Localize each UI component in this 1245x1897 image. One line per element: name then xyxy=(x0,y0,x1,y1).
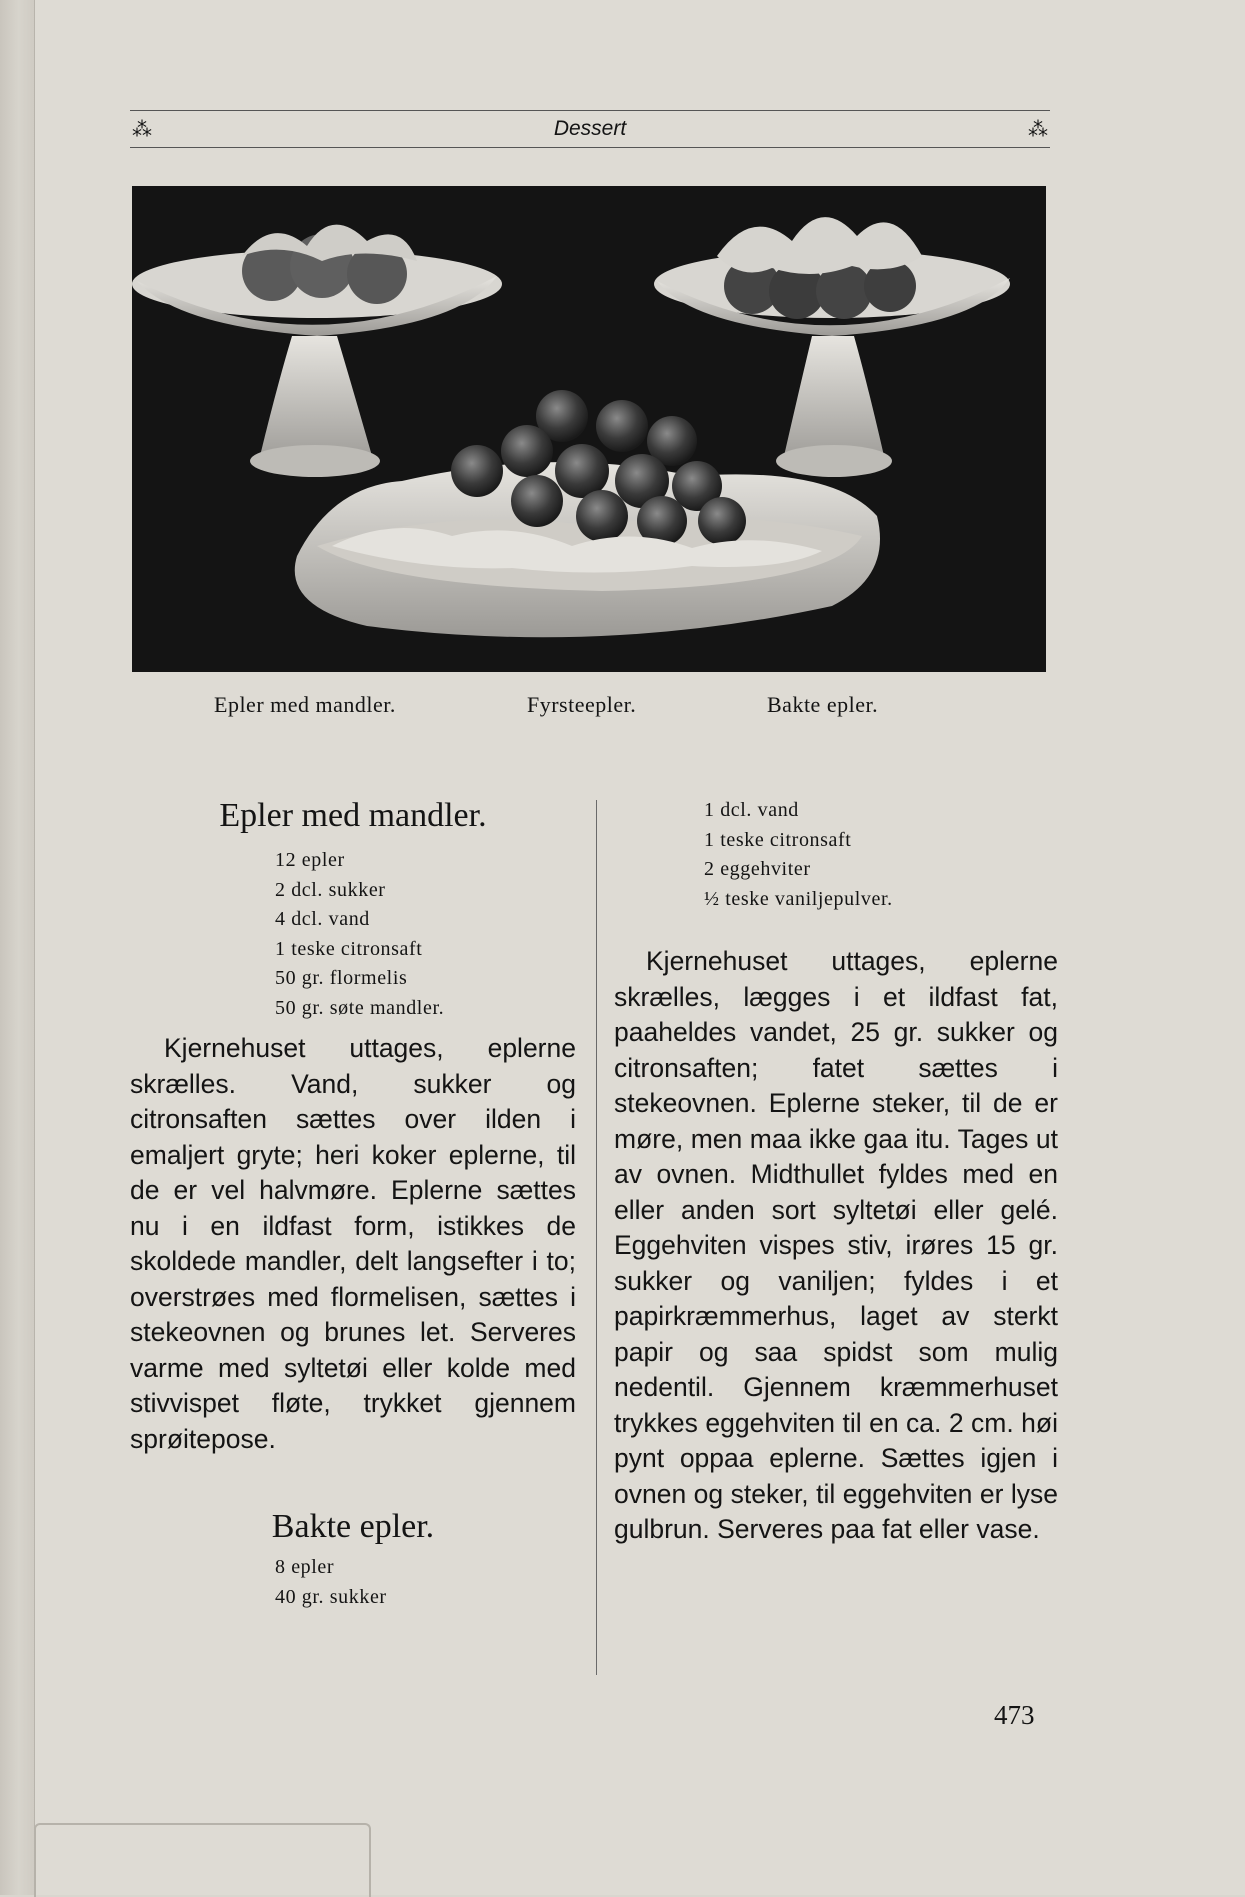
ingredient-item: ½ teske vaniljepulver. xyxy=(704,887,893,910)
recipe-2-ingredients-right xyxy=(704,796,1058,914)
ingredient-item: 8 epler xyxy=(275,1556,335,1578)
ingredient-item: 12 epler xyxy=(275,849,345,871)
page-tab xyxy=(34,1823,371,1897)
running-head-title: Dessert xyxy=(553,117,627,140)
ornament-right: ⁂ xyxy=(1027,118,1048,141)
left-column xyxy=(130,796,576,1612)
ingredient-item: 40 gr. sukker xyxy=(275,1585,387,1608)
ingredient-item: 1 teske citronsaft xyxy=(704,828,852,851)
ornament-left: ⁂ xyxy=(132,118,152,141)
recipe-1-ingredients xyxy=(275,846,576,1023)
ingredient-item: 2 eggehviter xyxy=(704,858,811,880)
caption-bakte-epler: Bakte epler. xyxy=(767,692,879,717)
ingredient-item: 1 teske citronsaft xyxy=(275,937,423,960)
ingredient-item: 50 gr. søte mandler. xyxy=(275,996,445,1019)
recipe-2-method: Kjernehuset uttages, eplerne skrælles, lægges i et ildfast fat, paaheldes vandet, 25 gr. sukker og citronsaften; fatet sættes i stekeovnen. Eplerne steker, til de er møre, men maa ikke gaa itu. Tages ut av ovnen. Midthullet fyldes med en eller anden sort syltetøi eller gelé. Eggehviten vispes stiv, irøres 15 gr. sukker og vaniljen; fyldes i et papirkræmmerhus, laget av sterkt papir og saa spidst som mulig nedentil. Gjennem kræmmerhuset trykkes eggehviten til en ca. 2 cm. høi pynt oppaa eplerne. Sættes igjen i ovnen og steker, til eggehviten er lyse gulbrun. Serveres paa fat eller vase. xyxy=(614,946,1058,1544)
ingredient-item: 2 dcl. sukker xyxy=(275,878,386,901)
ingredient-item: 4 dcl. vand xyxy=(275,908,370,930)
ingredient-item: 1 dcl. vand xyxy=(704,799,799,821)
book-spine xyxy=(0,0,35,1895)
caption-fyrsteepler: Fyrsteepler. xyxy=(527,692,637,717)
recipe-1-title: Epler med mandler. xyxy=(219,797,487,834)
page-number: 473 xyxy=(994,1700,1035,1730)
column-divider xyxy=(596,800,597,1675)
running-head xyxy=(130,110,1050,148)
dessert-photo xyxy=(132,186,1046,672)
figure-captions xyxy=(132,692,1046,722)
right-column xyxy=(614,796,1058,1548)
ingredient-item: 50 gr. flormelis xyxy=(275,967,408,989)
recipe-2-title: Bakte epler. xyxy=(271,1508,435,1545)
caption-epler-med-mandler: Epler med mandler. xyxy=(214,692,396,717)
recipe-2-ingredients-left xyxy=(275,1553,576,1612)
recipe-1-method: Kjernehuset uttages, eplerne skrælles. Vand, sukker og citronsaften sættes over ilden i emaljert gryte; heri koker eplerne, til de er vel halvmøre. Eplerne sættes nu i en ildfast form, istikkes de skoldede mandler, delt langsefter i to; overstrøes med flormelisen, sættes i stekeovnen og brunes let. Serveres varme med syltetøi eller kolde med stivvispet fløte, trykket gjennem sprøitepose. xyxy=(130,1033,576,1454)
apple-dishes-illustration xyxy=(132,186,1046,672)
